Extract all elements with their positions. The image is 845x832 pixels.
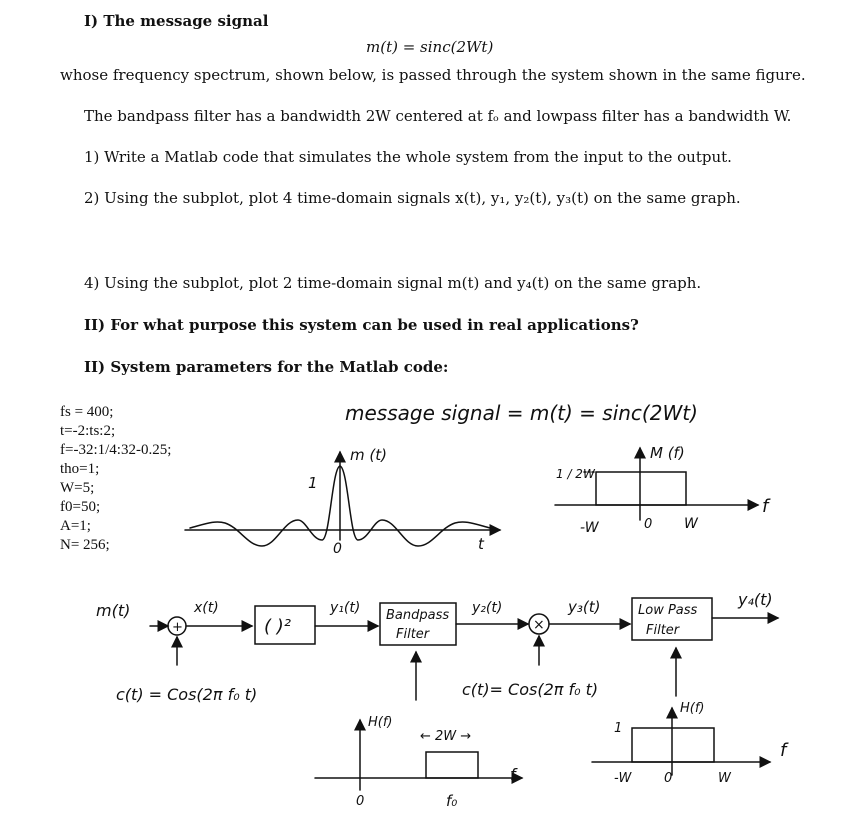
param-line: fs = 400; [60,404,114,420]
spectrum-sentence: whose frequency spectrum, shown below, is passed through the system shown in the same figure. [60,66,806,84]
bandpass-line1: Bandpass [386,608,450,623]
param-line: f=-32:1/4:32-0.25; [60,442,172,458]
message-equation: m(t) = sinc(2Wt) [366,38,494,56]
time-axis-label: t [478,535,484,553]
spectrum-level: 1 / 2W [556,467,595,481]
param-line: A=1; [60,518,91,534]
bpf-bw-label: ← 2W → [420,729,472,744]
x-label: x(t) [194,600,219,616]
bpf-origin-label: 0 [356,794,365,809]
part2-purpose: II) For what purpose this system can be used in real applications? [84,316,639,334]
lowpass-line1: Low Pass [638,603,698,618]
carrier-mult-label: c(t)= Cos(2π f₀ t) [462,680,599,699]
lpf-neg-label: -W [614,771,632,786]
question-1: 1) Write a Matlab code that simulates the whole system from the input to the output. [84,148,732,166]
param-line: W=5; [60,480,95,496]
lpf-axis-label: f [780,740,787,761]
bpf-axis-label: f [510,765,516,784]
spectrum-label: M (f) [650,444,685,462]
lpf-pos-label: W [718,771,731,786]
param-line: tho=1; [60,461,100,477]
figure-title: message signal = m(t) = sinc(2Wt) [345,401,698,425]
bandpass-line2: Filter [396,627,430,642]
lpf-resp-label: H(f) [680,701,705,716]
question-4: 4) Using the subplot, plot 2 time-domain signal m(t) and y₄(t) on the same graph. [84,274,702,292]
carrier-add-label: c(t) = Cos(2π f₀ t) [116,685,258,704]
bpf-center-label: f₀ [446,792,458,810]
bpf-rect [426,752,478,778]
lpf-level-label: 1 [614,721,623,736]
time-plot-label: m (t) [350,446,387,464]
multiplier-symbol: × [533,617,545,633]
filter-note: The bandpass filter has a bandwidth 2W centered at fₒ and lowpass filter has a bandwidth W. [84,107,792,125]
spectrum-axis-label: f [762,496,769,517]
part1-heading: I) The message signal [84,12,269,30]
input-label: m(t) [96,601,131,620]
y3-label: y₃(t) [568,598,601,616]
spectrum-neg-w: -W [580,520,599,536]
param-line: t=-2:ts:2; [60,423,116,439]
time-peak-label: 1 [308,474,318,492]
spectrum-rect [596,472,686,505]
bpf-resp-label: H(f) [368,715,393,730]
param-line: f0=50; [60,499,101,515]
time-origin-label: 0 [333,541,342,557]
part2-params-heading: II) System parameters for the Matlab code: [84,358,449,376]
lpf-rect [632,728,714,762]
spectrum-pos-w: W [684,516,698,532]
y1-label: y₁(t) [330,600,361,616]
y2-label: y₂(t) [472,600,503,616]
question-2: 2) Using the subplot, plot 4 time-domain signals x(t), y₁, y₂(t), y₃(t) on the same graph. [84,189,741,207]
squarer-label: ( )² [264,616,291,637]
param-line: N= 256; [60,537,110,553]
y4-label: y₄(t) [738,590,773,609]
lpf-zero-label: 0 [664,771,673,786]
lowpass-line2: Filter [646,623,680,638]
adder-symbol: + [172,620,183,635]
spectrum-zero: 0 [644,517,653,532]
